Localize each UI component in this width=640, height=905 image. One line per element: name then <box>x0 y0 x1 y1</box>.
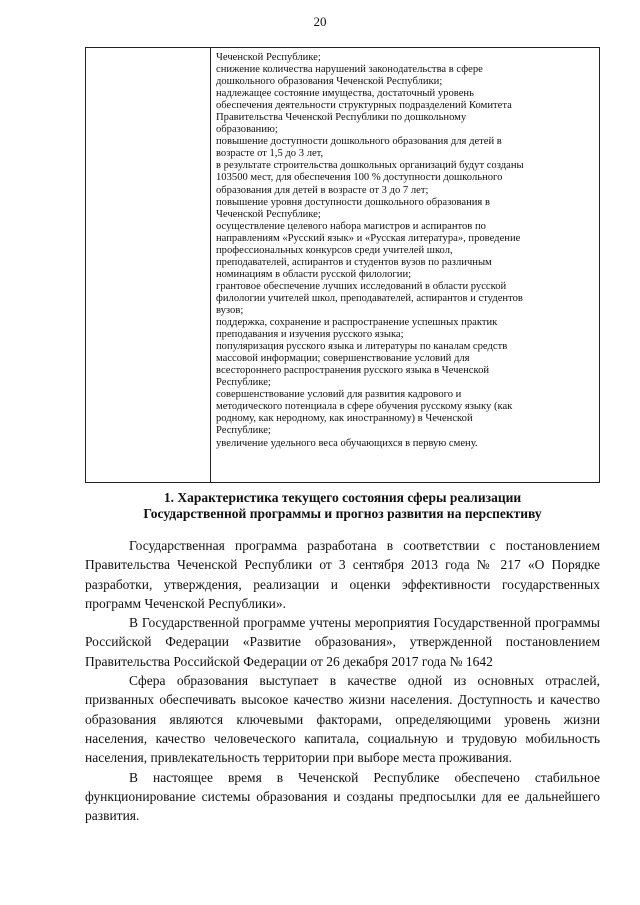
table-line: образования для детей в возрасте от 3 до 7 лет; <box>216 184 429 196</box>
table-line: повышение уровня доступности дошкольного образования в <box>216 196 490 208</box>
table-line: дошкольного образования Чеченской Республики; <box>216 76 443 88</box>
table-line: Правительства Чеченской Республики по дошкольному <box>216 112 467 124</box>
table-line: преподавателей, аспирантов и студентов вузов по различным <box>216 256 492 268</box>
table-line: образованию; <box>216 124 278 136</box>
table-line: грантовое обеспечение лучших исследований в области русской <box>216 280 507 292</box>
table-line: филологии учителей школ, преподавателей, аспирантов и студентов <box>216 292 523 304</box>
section-heading <box>85 490 600 522</box>
table-line: преподавания и изучения русского языка; <box>216 329 404 341</box>
table-line: надлежащее состояние имущества, достаточный уровень <box>216 88 474 100</box>
table-line: Республике; <box>216 377 271 389</box>
table-line: вузов; <box>216 304 244 316</box>
table-line: в результате строительства дошкольных организаций будут созданы <box>216 160 524 172</box>
table-left-cell <box>86 48 211 482</box>
table-line: обеспечения деятельности структурных подразделений Комитета <box>216 100 512 112</box>
table-line: возрасте от 1,5 до 3 лет, <box>216 148 324 160</box>
table-line: совершенствование условий для развития кадрового и <box>216 389 462 401</box>
table-right-cell <box>216 52 595 450</box>
table-line: Чеченской Республике; <box>216 52 321 63</box>
table-line: методического потенциала в сфере обучения русскому языку (как <box>216 401 513 413</box>
paragraph: Государственная программа разработана в соответствии с постановлением Правительства Чеченской Республики от 3 сентября 2013 года № 217 «О Порядке разработки, утверждения, реализации и оценки эффективности государственных программ Чеченской Республики». <box>85 538 600 611</box>
section-heading-line: 1. Характеристика текущего состояния сферы реализации <box>163 490 522 505</box>
paragraph: В Государственной программе учтены мероприятия Государственной программы Российской Федерации «Развитие образования», утвержденной постановлением Правительства Российской Федерации от 26 декабря 2017 года № 1642 <box>85 615 600 669</box>
table-line: номинациям в области русской филологии; <box>216 268 412 280</box>
table-line: повышение доступности дошкольного образования для детей в <box>216 136 502 148</box>
table-line: направлениям «Русский язык» и «Русская литература», проведение <box>216 232 521 244</box>
goals-table <box>85 47 600 483</box>
paragraph: В настоящее время в Чеченской Республике обеспечено стабильное функционирование системы образования и созданы предпосылки для ее дальнейшего развития. <box>85 769 600 824</box>
table-line: снижение количества нарушений законодательства в сфере <box>216 64 483 76</box>
table-line: осуществление целевого набора магистров и аспирантов по <box>216 220 486 232</box>
body-text <box>85 536 600 825</box>
paragraph: Сфера образования выступает в качестве одной из основных отраслей, призванных обеспечивать высокое качество жизни населения. Доступность и качество образования являются ключевыми факторами, определяющими уровень жизни населения, качество человеческого капитала, социальную и трудовую мобильность населения, привлекательность территории при выборе места проживания. <box>85 673 600 766</box>
table-line: поддержка, сохранение и распространение успешных практик <box>216 317 498 329</box>
table-line: популяризация русского языка и литературы по каналам средств <box>216 341 508 353</box>
table-line: Чеченской Республике; <box>216 208 321 220</box>
section-heading-line: Государственной программы и прогноз развития на перспективу <box>143 506 542 521</box>
table-line: увеличение удельного веса обучающихся в первую смену. <box>216 437 478 449</box>
table-line: всестороннего распространения русского языка в Чеченской <box>216 365 490 377</box>
table-line: 103500 мест, для обеспечения 100 % доступности дошкольного <box>216 172 503 184</box>
table-line: Республике; <box>216 425 271 437</box>
table-line: профессиональных конкурсов среди учителей школ, <box>216 244 453 256</box>
table-line: родному, как неродному, как иностранному) в Чеченской <box>216 413 473 425</box>
page-number: 20 <box>313 14 327 29</box>
table-line: массовой информации; совершенствование условий для <box>216 353 470 365</box>
